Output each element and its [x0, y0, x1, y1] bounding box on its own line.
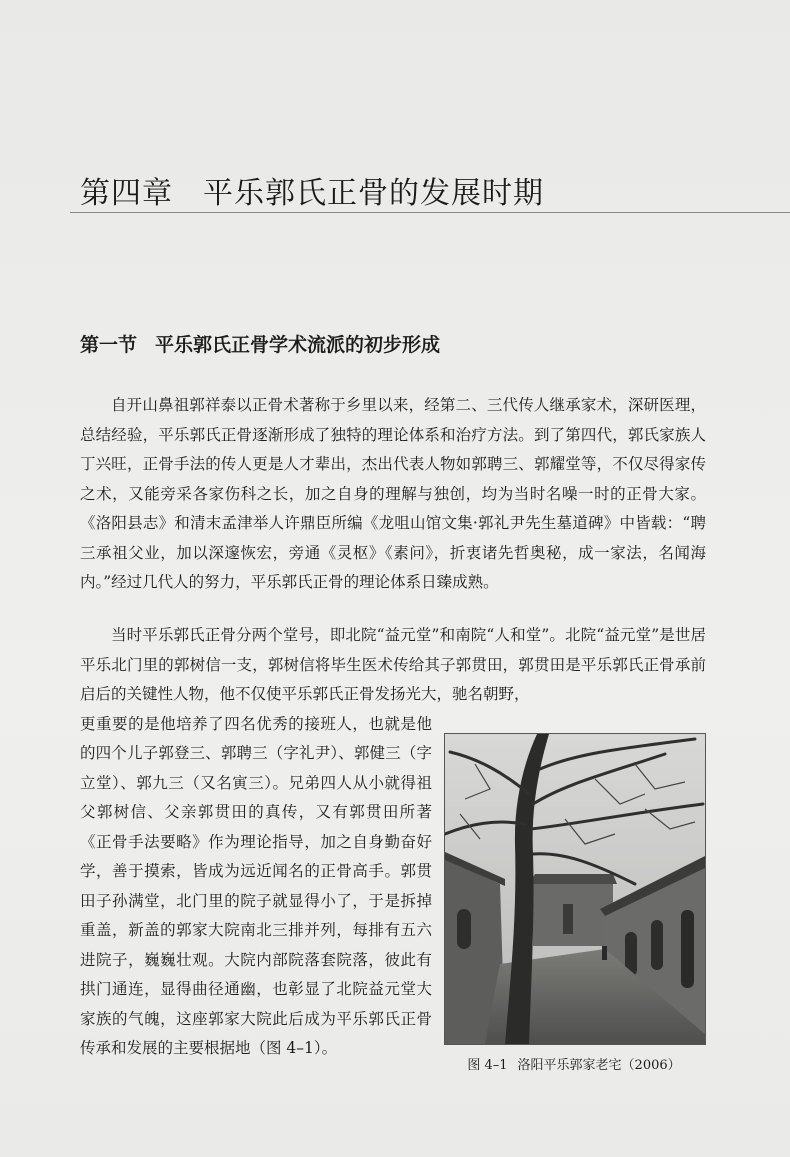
figure-caption-text: 洛阳平乐郭家老宅（2006） — [517, 1058, 681, 1073]
body-paragraph-1: 自开山鼻祖郭祥泰以正骨术著称于乡里以来，经第二、三代传人继承家术，深研医理，总结经验，平乐郭氏正骨逐渐形成了独特的理论体系和治疗方法。到了第四代，郭氏家族人丁兴旺，正骨手法的传人更是人才辈出，杰出代表人物如郭聘三、郭耀堂等，不仅尽得家传之术，又能旁采各家伤科之长，加之自身的理解与独创，均为当时名噪一时的正骨大家。《洛阳县志》和清末孟津举人许鼎臣所编《龙咀山馆文集·郭礼尹先生墓道碑》中皆载：“聘三承祖父业，加以深邃恢宏，旁通《灵枢》《素问》，折衷诸先哲奥秘，成一家法，名闻海内。”经过几代人的努力，平乐郭氏正骨的理论体系日臻成熟。 — [80, 396, 706, 591]
chapter-number: 第四章 — [80, 176, 173, 211]
section-number: 第一节 — [80, 334, 138, 356]
chapter-title: 平乐郭氏正骨的发展时期 — [203, 176, 544, 211]
paragraph-2-full-width: 当时平乐郭氏正骨分两个堂号，即北院“益元堂”和南院“人和堂”。北院“益元堂”是世居平乐北门里的郭树信一支，郭树信将毕生医术传给其子郭贯田，郭贯田是平乐郭氏正骨承前启后的关键性人物，他不仅使平乐郭氏正骨发扬光大，驰名朝野， — [80, 626, 706, 703]
chapter-divider — [70, 212, 790, 213]
section-title: 平乐郭氏正骨学术流派的初步形成 — [155, 334, 441, 356]
section-heading — [80, 330, 440, 357]
house-photo — [444, 733, 706, 1045]
chapter-heading — [80, 168, 544, 212]
figure-number: 图 4–1 — [467, 1058, 508, 1073]
old-courtyard-photo-illustration — [445, 734, 705, 1044]
paragraph-2-wrapped-text: 更重要的是他培养了四名优秀的接班人，也就是他的四个儿子郭登三、郭聘三（字礼尹）、郭健三（字立堂）、郭九三（又名寅三）。兄弟四人从小就得祖父郭树信、父亲郭贯田的真传，又有郭贯田所著《正骨手法要略》作为理论指导，加之自身勤奋好学，善于摸索，皆成为远近闻名的正骨高手。郭贯田子孙满堂，北门里的院子就显得小了，于是拆掉重盖，新盖的郭家大院南北三排并列，每排有五六进院子，巍巍壮观。大院内部院落套院落，彼此有拱门通连，显得曲径通幽，也彰显了北院益元堂大家族的气魄，这座郭家大院此后成为平乐郭氏正骨传承和发展的主要根据地（图 4–1）。 — [80, 714, 432, 1057]
figure-caption — [444, 1054, 704, 1073]
